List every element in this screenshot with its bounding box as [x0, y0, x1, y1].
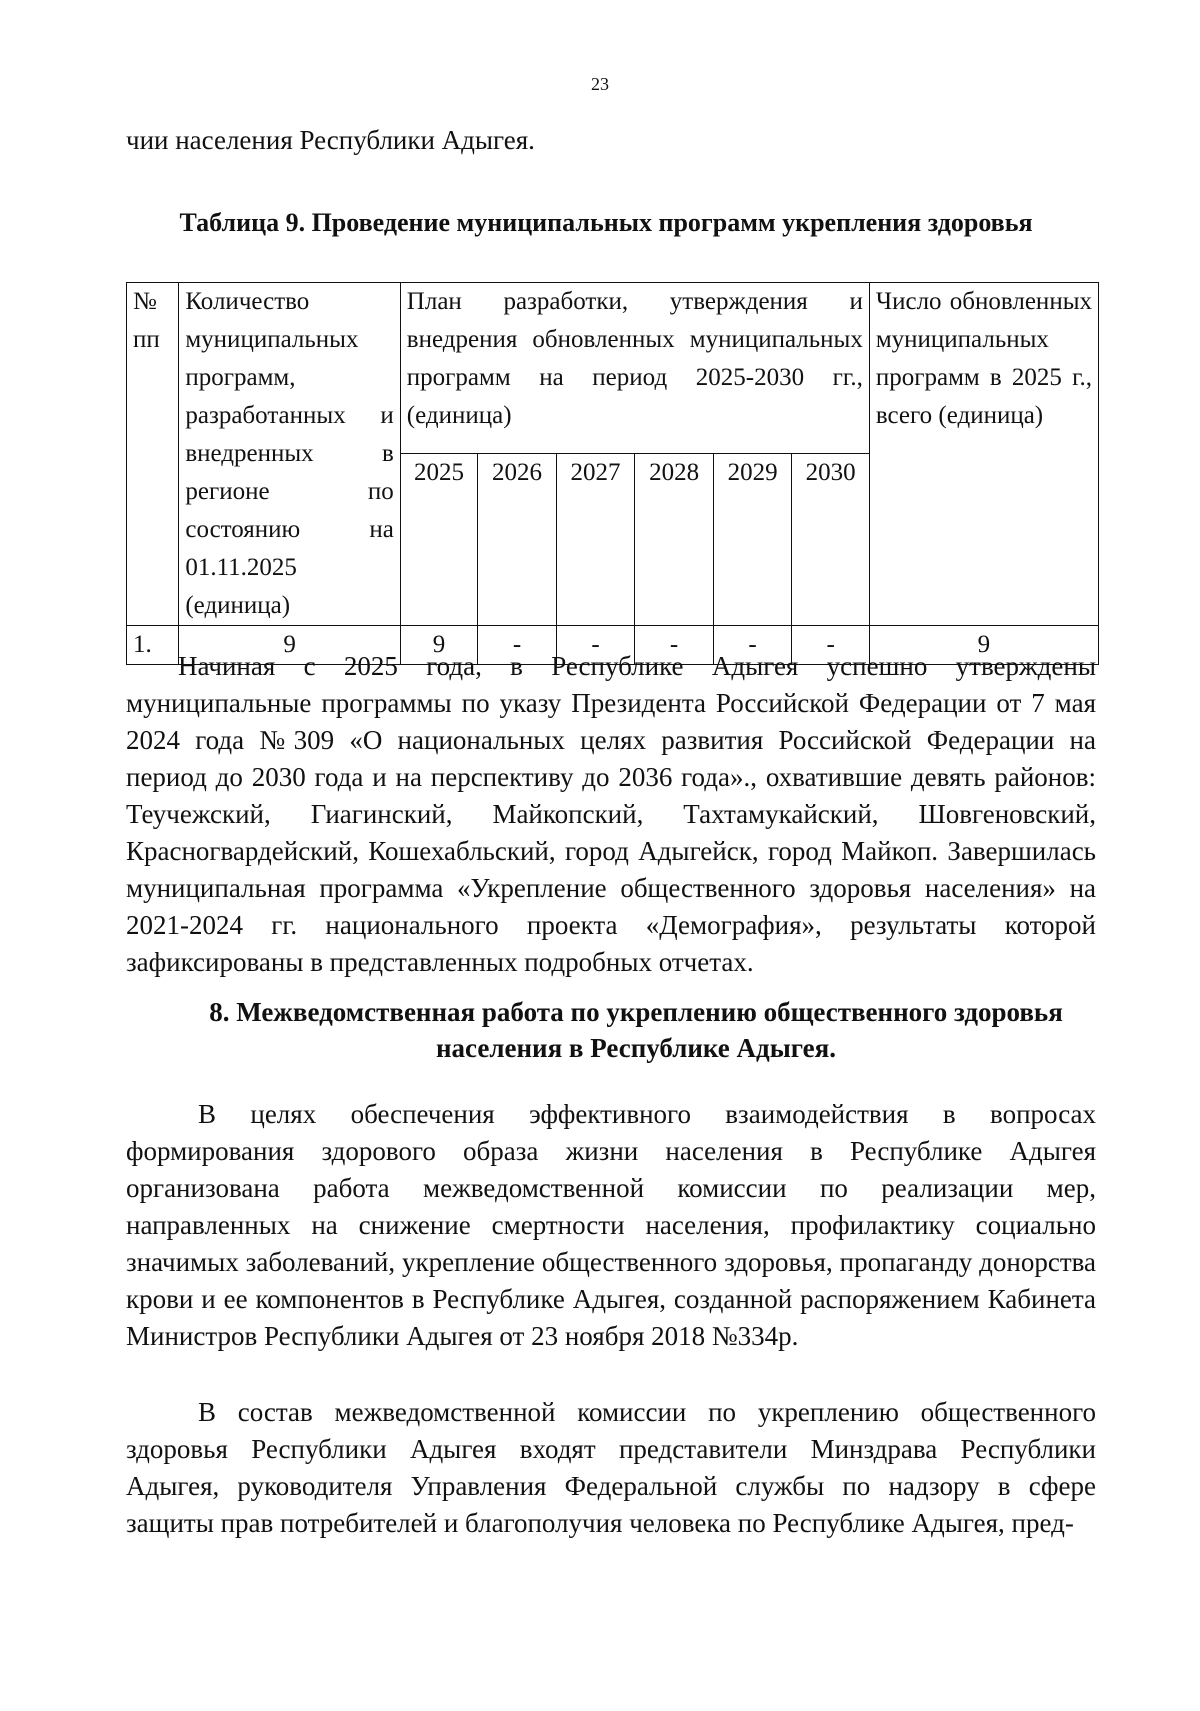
header-num-cell: № пп	[127, 283, 179, 626]
table-header-row	[127, 283, 1099, 454]
year-cell: 2028	[635, 454, 714, 626]
continuation-line: чии населения Республики Адыгея.	[126, 125, 535, 155]
header-plan-cell: План разработки, утверждения и внедрения обновленных муниципальных программ на период 2025-2030 гг., (единица)	[400, 283, 869, 454]
table-title: Таблица 9. Проведение муниципальных программ укрепления здоровья	[179, 208, 1033, 237]
row-year-cell: -	[478, 626, 557, 665]
row-year-cell: -	[713, 626, 792, 665]
year-cell: 2025	[400, 454, 477, 626]
year-cell: 2030	[792, 454, 869, 626]
paragraph-commission-members: В состав межведомственной комиссии по укреплению общественного здоровья Республики Адыгея входят представители Минздрава Республики Адыгея, руководителя Управления Федеральной службы по надзору в сфере защиты прав потребителей и благополучия человека по Республике Адыгея, пред-	[126, 1397, 1096, 1538]
row-year-cell: -	[556, 626, 635, 665]
section-heading: 8. Межведомственная работа по укреплению общественного здоровья населения в Республике Адыгея.	[209, 997, 1063, 1063]
row-updated-cell: 9	[869, 626, 1098, 665]
row-year-cell: -	[635, 626, 714, 665]
row-year-cell: 9	[400, 626, 477, 665]
paragraph-municipal-programs: Начиная с 2025 года, в Республике Адыгея успешно утверждены муниципальные программы по указу Президента Российской Федерации от 7 мая 2024 года №309 «О национальных целях развития Российской Федерации на период до 2030 года и на перспективу до 2036 года»., охватившие девять районов: Теучежский, Гиагинский, Майкопский, Тахтамукайский, Шовгеновский, Красногвардейский, Кошехабльский, город Адыгейск, город Майкоп. Завершилась муниципальная программа «Укрепление общественного здоровья населения» на 2021-2024 гг. национального проекта «Демография», результаты которой зафиксированы в представленных подробных отчетах.	[126, 651, 1096, 977]
row-count-cell: 9	[179, 626, 400, 665]
year-cell: 2029	[713, 454, 792, 626]
page-number: 23	[591, 74, 609, 94]
row-year-cell: -	[792, 626, 869, 665]
header-count-cell: Количество муниципальных программ, разработанных и внедренных в регионе по состоянию на 01.11.2025 (единица)	[179, 283, 400, 626]
row-num-cell: 1.	[127, 626, 179, 665]
header-updated-cell: Число обновленных муниципальных программ в 2025 г., всего (единица)	[869, 283, 1098, 626]
year-cell: 2027	[556, 454, 635, 626]
year-cell: 2026	[478, 454, 557, 626]
programs-table	[126, 282, 1099, 665]
paragraph-interagency-commission: В целях обеспечения эффективного взаимодействия в вопросах формирования здорового образа жизни населения в Республике Адыгея организована работа межведомственной комиссии по реализации мер, направленных на снижение смертности населения, профилактику социально значимых заболеваний, укрепление общественного здоровья, пропаганду донорства крови и ее компонентов в Республике Адыгея, созданной распоряжением Кабинета Министров Республики Адыгея от 23 ноября 2018 №334р.	[126, 1099, 1096, 1351]
